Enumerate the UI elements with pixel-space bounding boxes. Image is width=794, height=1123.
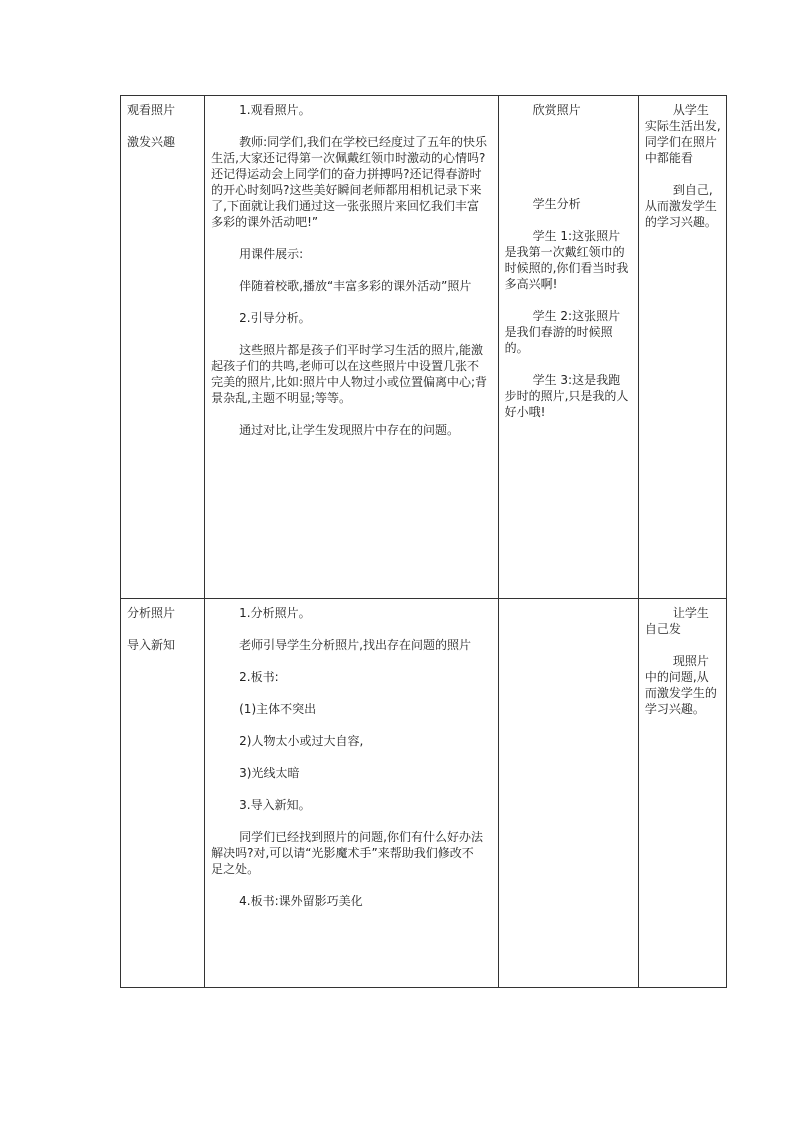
design-rationale-cell <box>638 599 726 988</box>
student-activity-cell <box>498 96 638 599</box>
step-heading: 1.分析照片。 <box>239 606 311 620</box>
paragraph: 老师引导学生分析照片,找出存在问题的照片 <box>239 638 471 652</box>
rationale-text: 现照片 中的问题,从 而激发学生的 学习兴趣。 <box>644 654 717 716</box>
student-quote: 学生 1:这张照片 是我第一次戴红领巾的 时候照的,你们看当时我 多高兴啊! <box>504 229 629 291</box>
student-activity: 学生分析 <box>532 197 581 211</box>
student-activity-cell <box>498 599 638 988</box>
paragraph: 通过对比,让学生发现照片中存在的问题。 <box>239 423 459 437</box>
student-quote: 学生 3:这是我跑 步时的照片,只是我的人 好小哦! <box>504 373 629 419</box>
step-heading: 3.导入新知。 <box>239 798 311 812</box>
stage-label: 观看照片 <box>127 103 176 117</box>
board-item: 2)人物太小或过大自容, <box>239 734 364 748</box>
step-heading: 1.观看照片。 <box>239 103 311 117</box>
stage-label: 分析照片 <box>127 606 176 620</box>
rationale-text: 从学生 实际生活出发, 同学们在照片 中都能看 <box>644 103 721 165</box>
paragraph: 用课件展示: <box>239 247 304 261</box>
paragraph: 这些照片都是孩子们平时学习生活的照片,能激 起孩子们的共鸣,老师可以在这些照片中设置几张不 完美的照片,比如:照片中人物过小或位置偏离中心;背 景杂乱,主题不明显;等等。 <box>211 343 488 405</box>
lesson-plan-table <box>120 95 727 988</box>
paragraph: 伴随着校歌,播放“丰富多彩的课外活动”照片 <box>239 279 472 293</box>
teacher-activity-cell <box>205 599 498 988</box>
stage-cell <box>121 599 205 988</box>
student-quote: 学生 2:这张照片 是我们春游的时候照的。 <box>504 309 621 355</box>
board-item: 3)光线太暗 <box>239 766 300 780</box>
rationale-text: 让学生 自己发 <box>644 606 709 636</box>
stage-cell <box>121 96 205 599</box>
step-heading: 2.引导分析。 <box>239 311 311 325</box>
teacher-speech: 教师:同学们,我们在学校已经度过了五年的快乐 生活,大家还记得第一次佩戴红领巾时激动的心情吗? 还记得运动会上同学们的奋力拼搏吗?还记得春游时 的开心时刻吗?这些美好瞬间老师都用相机记录下来 了,下面就让我们通过这一张张照片来回忆我们丰富 多彩的课外活动吧!” <box>211 135 487 229</box>
step-heading: 2.板书: <box>239 670 279 684</box>
table-row <box>121 96 727 599</box>
stage-label: 导入新知 <box>127 638 176 652</box>
teacher-activity-cell <box>205 96 498 599</box>
rationale-text: 到自己, 从而激发学生 的学习兴趣。 <box>644 183 717 229</box>
paragraph: 同学们已经找到照片的问题,你们有什么好办法 解决吗?对,可以请“光影魔术手”来帮助我们修改不 足之处。 <box>211 830 483 876</box>
student-activity: 欣赏照片 <box>532 103 581 117</box>
stage-label: 激发兴趣 <box>127 135 176 149</box>
step-heading: 4.板书:课外留影巧美化 <box>239 894 363 908</box>
board-item: (1)主体不突出 <box>239 702 317 716</box>
design-rationale-cell <box>638 96 726 599</box>
table-row <box>121 599 727 988</box>
